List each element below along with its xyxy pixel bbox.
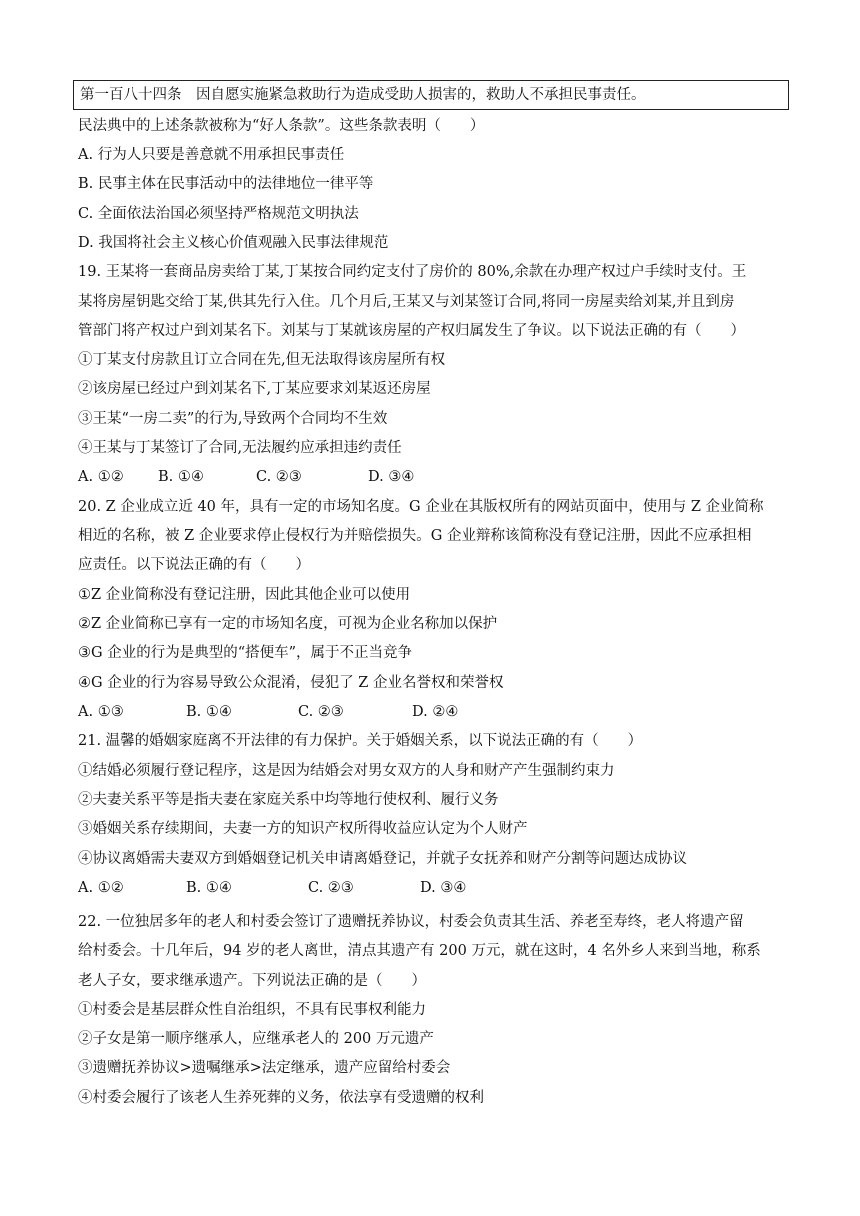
q20-statement-4: ④G 企业的行为容易导致公众混淆，侵犯了 Z 企业名誉权和荣誉权 xyxy=(78,675,504,691)
q20-stem-line-1: 20. Z 企业成立近 40 年，具有一定的市场知名度。G 企业在其版权所有的网站页面中，使用与 Z 企业简称 xyxy=(78,499,764,515)
q21-choices xyxy=(78,878,466,898)
q21-stem: 21. 温馨的婚姻家庭离不开法律的有力保护。关于婚姻关系，以下说法正确的有（ ） xyxy=(78,733,643,749)
q21-choice-a: A. ①② xyxy=(78,880,124,896)
q19-choice-c: C. ②③ xyxy=(256,469,302,485)
q20-statement-3: ③G 企业的行为是典型的“搭便车”，属于不正当竞争 xyxy=(78,645,413,661)
q21-statement-3: ③婚姻关系存续期间，夫妻一方的知识产权所得收益应认定为个人财产 xyxy=(78,821,528,837)
q21-statement-1: ①结婚必须履行登记程序，这是因为结婚会对男女双方的人身和财产产生强制约束力 xyxy=(78,763,615,779)
q21-statement-2: ②夫妻关系平等是指夫妻在家庭关系中均等地行使权利、履行义务 xyxy=(78,792,499,808)
q19-statement-1: ①丁某支付房款且订立合同在先,但无法取得该房屋所有权 xyxy=(78,352,446,368)
q21-choice-c: C. ②③ xyxy=(308,880,354,896)
q22-statement-4: ④村委会履行了该老人生养死葬的义务，依法享有受遗赠的权利 xyxy=(78,1090,484,1106)
q19-choice-b: B. ①④ xyxy=(158,469,204,485)
q22-statement-2: ②子女是第一顺序继承人，应继承老人的 200 万元遗产 xyxy=(78,1031,434,1047)
q18-option-a: A. 行为人只要是善意就不用承担民事责任 xyxy=(78,147,345,163)
q20-choice-d: D. ②④ xyxy=(412,704,459,720)
q20-stem-line-2: 相近的名称，被 Z 企业要求停止侵权行为并赔偿损失。G 企业辩称该简称没有登记注册，因此不应承担相 xyxy=(78,528,752,544)
q18-option-d: D. 我国将社会主义核心价值观融入民事法律规范 xyxy=(78,235,389,251)
q20-statement-1: ①Z 企业简称没有登记注册，因此其他企业可以使用 xyxy=(78,587,411,603)
q19-stem-line-1: 19. 王某将一套商品房卖给丁某,丁某按合同约定支付了房价的 80%,余款在办理产权过户手续时支付。王 xyxy=(78,264,747,280)
law-article-text: 第一百八十四条 因自愿实施紧急救助行为造成受助人损害的，救助人不承担民事责任。 xyxy=(80,87,646,103)
q21-choice-d: D. ③④ xyxy=(420,880,467,896)
q20-choice-b: B. ①④ xyxy=(186,704,232,720)
law-article-box xyxy=(73,80,789,110)
q18-option-b: B. 民事主体在民事活动中的法律地位一律平等 xyxy=(78,176,374,192)
q19-choices xyxy=(78,467,414,487)
q19-statement-4: ④王某与丁某签订了合同,无法履约应承担违约责任 xyxy=(78,440,402,456)
q19-stem-line-2: 某将房屋钥匙交给丁某,供其先行入住。几个月后,王某又与刘某签订合同,将同一房屋卖给刘某,并且到房 xyxy=(78,294,735,310)
q20-stem-line-3: 应责任。以下说法正确的有（ ） xyxy=(78,557,310,573)
q22-statement-1: ①村委会是基层群众性自治组织，不具有民事权利能力 xyxy=(78,1002,426,1018)
q22-stem-line-3: 老人子女，要求继承遗产。下列说法正确的是（ ） xyxy=(78,973,426,989)
q20-choice-a: A. ①③ xyxy=(78,704,124,720)
q22-statement-3: ③遗赠抚养协议>遗嘱继承>法定继承，遗产应留给村委会 xyxy=(78,1060,451,1076)
q19-stem-line-3: 管部门将产权过户到刘某名下。刘某与丁某就该房屋的产权归属发生了争议。以下说法正确的有（ ） xyxy=(78,323,745,339)
q21-statement-4: ④协议离婚需夫妻双方到婚姻登记机关申请离婚登记，并就子女抚养和财产分割等问题达成协议 xyxy=(78,851,687,867)
q18-option-c: C. 全面依法治国必须坚持严格规范文明执法 xyxy=(78,206,359,222)
q19-statement-3: ③王某“一房二卖”的行为,导致两个合同均不生效 xyxy=(78,411,388,427)
q20-statement-2: ②Z 企业简称已享有一定的市场知名度，可视为企业名称加以保护 xyxy=(78,616,498,632)
q19-choice-d: D. ③④ xyxy=(368,469,415,485)
q20-choice-c: C. ②③ xyxy=(298,704,344,720)
q19-statement-2: ②该房屋已经过户到刘某名下,丁某应要求刘某返还房屋 xyxy=(78,381,431,397)
q22-stem-line-1: 22. 一位独居多年的老人和村委会签订了遗赠抚养协议，村委会负责其生活、养老至寿终，老人将遗产留 xyxy=(78,914,744,930)
q21-choice-b: B. ①④ xyxy=(186,880,232,896)
q18-stem: 民法典中的上述条款被称为“好人条款”。这些条款表明（ ） xyxy=(78,118,485,134)
q19-choice-a: A. ①② xyxy=(78,469,124,485)
q22-stem-line-2: 给村委会。十几年后，94 岁的老人离世，清点其遗产有 200 万元，就在这时，4 名外乡人来到当地，称系 xyxy=(78,943,761,959)
q20-choices xyxy=(78,702,458,722)
